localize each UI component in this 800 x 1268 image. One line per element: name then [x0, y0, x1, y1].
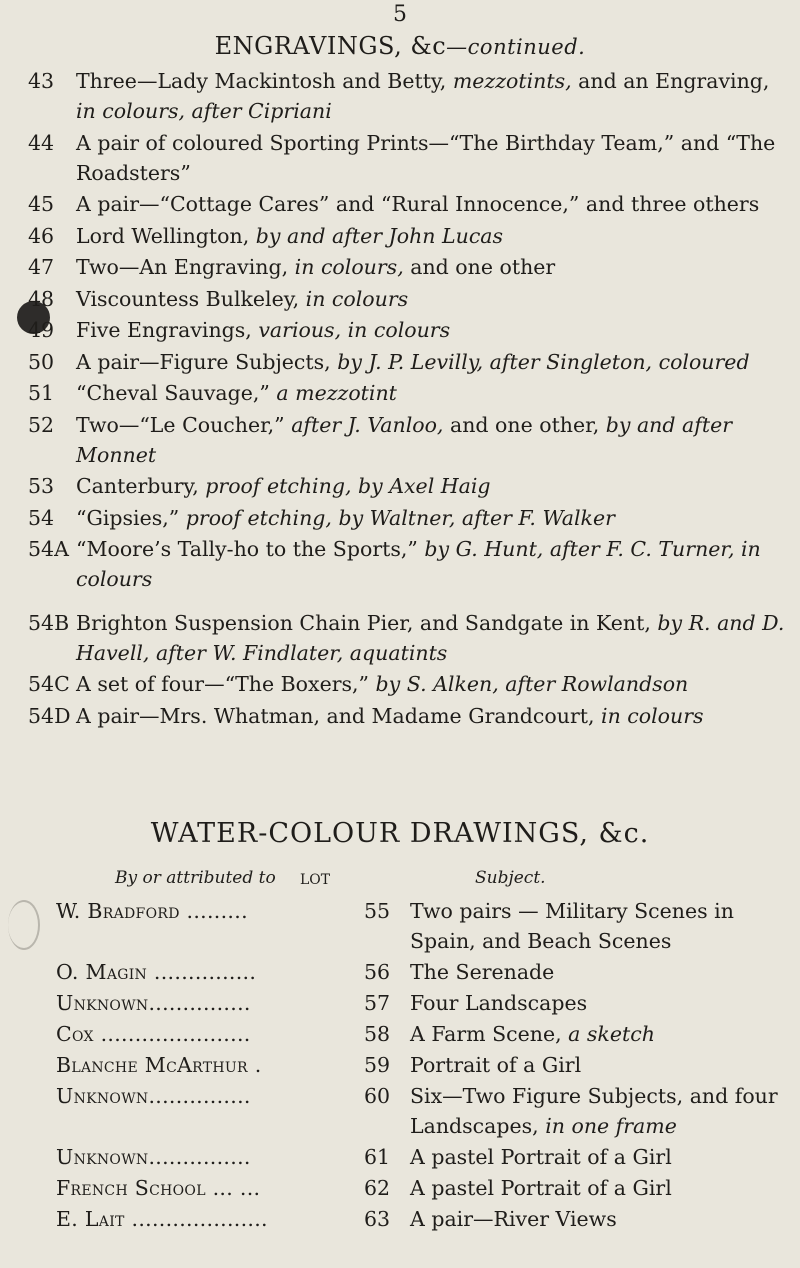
artist-cell	[56, 1204, 364, 1234]
lot-entry	[28, 128, 788, 188]
lot-entry	[28, 378, 788, 408]
italic-text: by S. Alken, after Rowlandson	[375, 672, 689, 696]
drawing-row	[56, 957, 796, 987]
artist-name: Unknown	[56, 991, 149, 1015]
lot-number: 54	[28, 505, 55, 530]
text: Three—Lady Mackintosh and Betty,	[76, 69, 453, 93]
lot-entry	[28, 701, 788, 731]
lot-description	[76, 669, 788, 699]
text: A pair—“Cottage Cares” and “Rural Innocence,” and three others	[76, 192, 760, 216]
lot-number: 50	[28, 349, 55, 374]
lot-number: 54C	[28, 672, 70, 696]
text: A pair—Mrs. Whatman, and Madame Grandcourt,	[76, 703, 602, 728]
italic-text: a mezzotint	[276, 381, 397, 405]
lot-entry	[28, 252, 788, 282]
lot-description	[76, 221, 788, 251]
italic-text: various, in colours	[258, 318, 451, 342]
italic-text: by G. Hunt, after F. C. Turner, in colours	[76, 537, 761, 591]
lot-number: 57	[364, 991, 391, 1015]
watercolour-section-title: WATER-COLOUR DRAWINGS, &c.	[150, 818, 650, 849]
italic-text: proof etching, by Axel Haig	[205, 474, 491, 498]
italic-text: in colours,	[294, 255, 404, 279]
text: A pastel Portrait of a Girl	[410, 1145, 672, 1169]
drawing-row	[56, 896, 796, 956]
spacer	[28, 596, 788, 608]
text: A set of four—“The Boxers,”	[76, 672, 376, 696]
italic-text: in one frame	[545, 1114, 677, 1138]
lot-number: 58	[364, 1022, 391, 1046]
drawing-row	[56, 1050, 796, 1080]
text: Brighton Suspension Chain Pier, and Sandgate in Kent,	[76, 610, 658, 635]
text: “Cheval Sauvage,”	[76, 381, 277, 405]
lot-description	[76, 701, 788, 731]
leader-dots: .........	[179, 899, 248, 923]
italic-text: a sketch	[568, 1022, 655, 1046]
text: Viscountess Bulkeley,	[76, 286, 306, 311]
lot-number: 56	[364, 960, 391, 984]
lot-entry	[28, 66, 788, 126]
leader-dots: .	[247, 1053, 262, 1077]
artist-name: Blanche McArthur	[56, 1053, 248, 1077]
text: and one other	[403, 255, 556, 279]
lot-description	[76, 284, 788, 314]
lot-number: 52	[28, 412, 55, 437]
leader-dots: ...............	[148, 991, 251, 1015]
header-suffix: —continued.	[446, 35, 586, 59]
artist-name: French School	[56, 1176, 206, 1200]
lot-description	[76, 608, 788, 668]
text: “Gipsies,”	[76, 505, 186, 530]
lot-number: 49	[28, 318, 55, 342]
text: Canterbury,	[76, 474, 206, 498]
artist-cell	[56, 988, 364, 1018]
lot-description	[76, 189, 788, 219]
column-header-subject: Subject.	[475, 868, 546, 888]
drawing-row	[56, 1173, 796, 1203]
lot-description	[76, 66, 788, 126]
artist-name: Unknown	[56, 1084, 149, 1108]
leader-dots: ...............	[148, 1084, 251, 1108]
binding-hole-outline	[8, 900, 40, 950]
lot-description	[76, 347, 788, 377]
italic-text: in colours, after Cipriani	[76, 99, 332, 123]
lot-number: 53	[28, 474, 55, 498]
text: Six—Two Figure Subjects, and four Landscapes,	[410, 1084, 778, 1138]
artist-name: O. Magin	[56, 960, 148, 984]
artist-name: E. Lait	[56, 1207, 125, 1231]
lot-description	[76, 315, 788, 345]
artist-name: Unknown	[56, 1145, 149, 1169]
lot-number: 63	[364, 1207, 391, 1231]
italic-text: after J. Vanloo,	[291, 412, 444, 437]
text: A pair—River Views	[410, 1207, 617, 1231]
italic-text: by and after Monnet	[76, 412, 732, 467]
lot-number: 54A	[28, 537, 69, 561]
text: Two—An Engraving,	[76, 255, 295, 279]
text: Two pairs — Military Scenes in Spain, and Beach Scenes	[410, 899, 734, 953]
lot-entry	[28, 534, 788, 594]
text: The Serenade	[410, 960, 555, 984]
lot-number: 54B	[28, 610, 70, 635]
lot-description	[76, 410, 788, 470]
lot-number: 59	[364, 1053, 391, 1077]
drawing-row	[56, 988, 796, 1018]
text: Four Landscapes	[410, 991, 588, 1015]
lot-number: 51	[28, 381, 55, 405]
lot-entry	[28, 410, 788, 470]
italic-text: by J. P. Levilly, after Singleton, coloured	[337, 349, 750, 374]
text: Five Engravings,	[76, 318, 259, 342]
subject-cell	[404, 1081, 796, 1141]
lot-entry	[28, 471, 788, 501]
drawing-row	[56, 1019, 796, 1049]
text: and one other,	[443, 412, 606, 437]
lot-number: 44	[28, 130, 55, 155]
lot-description	[76, 252, 788, 282]
lot-entry	[28, 608, 788, 668]
italic-text: by and after John Lucas	[255, 223, 504, 248]
lot-description	[76, 471, 788, 501]
artist-name: W. Bradford	[56, 899, 180, 923]
lot-number: 54D	[28, 703, 71, 728]
leader-dots: ....................	[124, 1207, 268, 1231]
lot-description	[76, 503, 788, 533]
text: A pastel Portrait of a Girl	[410, 1176, 672, 1200]
drawing-row	[56, 1204, 796, 1234]
lot-number: 61	[364, 1145, 391, 1169]
leader-dots: ...............	[147, 960, 257, 984]
lot-description	[76, 378, 788, 408]
text: A pair of coloured Sporting Prints—“The Birthday Team,” and “The Roadsters”	[76, 130, 776, 185]
lot-number: 43	[28, 69, 55, 93]
lot-number: 46	[28, 223, 55, 248]
subject-cell	[404, 988, 796, 1018]
text: A pair—Figure Subjects,	[76, 349, 338, 374]
header-title: ENGRAVINGS, &c	[214, 32, 447, 60]
artist-cell	[56, 1173, 364, 1203]
lot-number: 62	[364, 1176, 391, 1200]
artist-cell	[56, 1142, 364, 1172]
subject-cell	[404, 896, 796, 956]
subject-cell	[404, 1173, 796, 1203]
artist-cell	[56, 1050, 364, 1080]
subject-cell	[404, 1019, 796, 1049]
lot-number: 55	[364, 899, 391, 923]
lot-entry	[28, 347, 788, 377]
text: Two—“Le Coucher,”	[76, 412, 292, 437]
italic-text: in colours	[601, 703, 704, 728]
drawings-table	[56, 896, 796, 1235]
lot-number: 45	[28, 192, 55, 216]
lot-number: 48	[28, 286, 55, 311]
text: Portrait of a Girl	[410, 1053, 582, 1077]
page-number: 5	[393, 2, 407, 27]
leader-dots: ...............	[148, 1145, 251, 1169]
lot-entry	[28, 284, 788, 314]
text: and an Engraving,	[571, 69, 770, 93]
text: A Farm Scene,	[410, 1022, 569, 1046]
italic-text: proof etching, by Waltner, after F. Walker	[185, 505, 615, 530]
artist-cell	[56, 896, 364, 956]
drawing-row	[56, 1142, 796, 1172]
section-header	[0, 32, 800, 60]
artist-name: Cox	[56, 1022, 94, 1046]
artist-cell	[56, 1081, 364, 1141]
lot-entry	[28, 315, 788, 345]
italic-text: by R. and D. Havell, after W. Findlater, aquatints	[76, 610, 785, 665]
italic-text: mezzotints,	[452, 69, 572, 93]
text: “Moore’s Tally-ho to the Sports,”	[76, 537, 425, 561]
leader-dots: ......................	[93, 1022, 251, 1046]
subject-cell	[404, 1142, 796, 1172]
italic-text: in colours	[305, 286, 409, 311]
lot-number: 60	[364, 1084, 391, 1108]
lot-entry	[28, 503, 788, 533]
artist-cell	[56, 1019, 364, 1049]
lot-entry	[28, 221, 788, 251]
leader-dots: ... ...	[205, 1176, 261, 1200]
lot-description	[76, 128, 788, 188]
subject-cell	[404, 957, 796, 987]
lot-entry	[28, 669, 788, 699]
lot-number: 47	[28, 255, 55, 279]
column-header-artist: By or attributed to	[115, 868, 276, 888]
lot-description	[76, 534, 788, 594]
text: Lord Wellington,	[76, 223, 256, 248]
subject-cell	[404, 1050, 796, 1080]
artist-cell	[56, 957, 364, 987]
subject-cell	[404, 1204, 796, 1234]
engravings-list	[28, 66, 788, 732]
lot-entry	[28, 189, 788, 219]
column-header-lot: LOT	[300, 872, 331, 888]
drawing-row	[56, 1081, 796, 1141]
